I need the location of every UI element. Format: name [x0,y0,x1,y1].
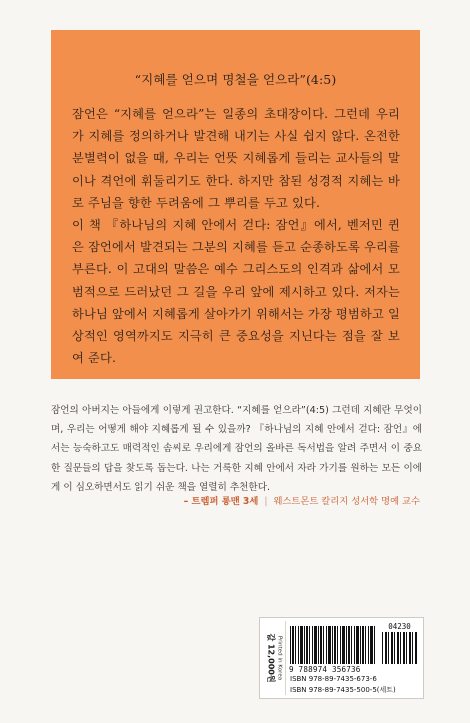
blurb-paragraph-1: 잠언은 “지혜를 얻으라”는 일종의 초대장이다. 그런데 우리가 지혜를 정의하거나 발견해 내기는 사실 쉽지 않다. 온전한 분별력이 없을 때, 우리는 언뜻 지혜롭게 들리는 교사들의 말이나 격언에 휘둘리기도 한다. 하지만 참된 성경적 지혜는 바로 주님을 향한 두려움에 그 뿌리를 두고 있다. [72,107,400,210]
endorsement-text: 잠언의 아버지는 아들에게 이렇게 권고한다. “지혜를 얻으라”(4:5) 그런데 지혜란 무엇이며, 우리는 어떻게 해야 지혜롭게 될 수 있을까? 『하나님의 지혜 안에서 걷다: 잠언』에서는 능숙하고도 매력적인 솜씨로 우리에게 잠언의 올바른 독서법을 알려 주면서 이 중요한 질문들의 답을 찾도록 돕는다. 나는 거룩한 지혜 안에서 자라 가기를 원하는 모든 이에게 이 심오하면서도 읽기 쉬운 책을 열렬히 추천한다. [51,405,422,493]
blurb-panel [51,30,420,379]
endorser-name: – 트렘퍼 롱맨 3세 [183,496,259,507]
addon-barcode-icon [382,632,417,664]
endorsement-attribution [184,493,420,507]
price-label [266,633,283,682]
blurb-paragraph-2: 이 책 『하나님의 지혜 안에서 걷다: 잠언』에서, 벤저민 퀸은 잠언에서 발견되는 그분의 지혜를 듣고 순종하도록 우리를 부른다. 이 고대의 말씀은 예수 그리스도의 인격과 삶에서 모범적으로 드러났던 그 길을 우리 앞에 제시하고 있다. 저자는 하나님 앞에서 지혜롭게 살아가기 위해서는 가장 평범하고 일상적인 영역까지도 지극히 큰 중요성을 지닌다는 점을 잘 보여 준다. [72,218,400,366]
blurb-body [72,103,400,369]
barcode-box [259,617,424,699]
ean-barcode-icon [290,626,376,664]
price-strip [263,621,286,695]
price-value: 값 12,000원 [266,633,276,683]
isbn-primary: ISBN 978-89-7435-673-6 [290,675,377,683]
verse-quote: “지혜를 얻으며 명철을 얻으라”(4:5) [134,72,337,87]
ean-number: 9 788974 356736 [289,665,361,674]
addon-code: 04230 [388,622,411,631]
isbn-set: ISBN 978-89-7435-500-5(세트) [290,686,396,694]
printed-in-label: Printed in Korea [276,635,283,681]
attribution-separator: | [264,496,268,507]
endorser-affiliation: 웨스트몬트 칼리지 성서학 명예 교수 [273,496,420,507]
